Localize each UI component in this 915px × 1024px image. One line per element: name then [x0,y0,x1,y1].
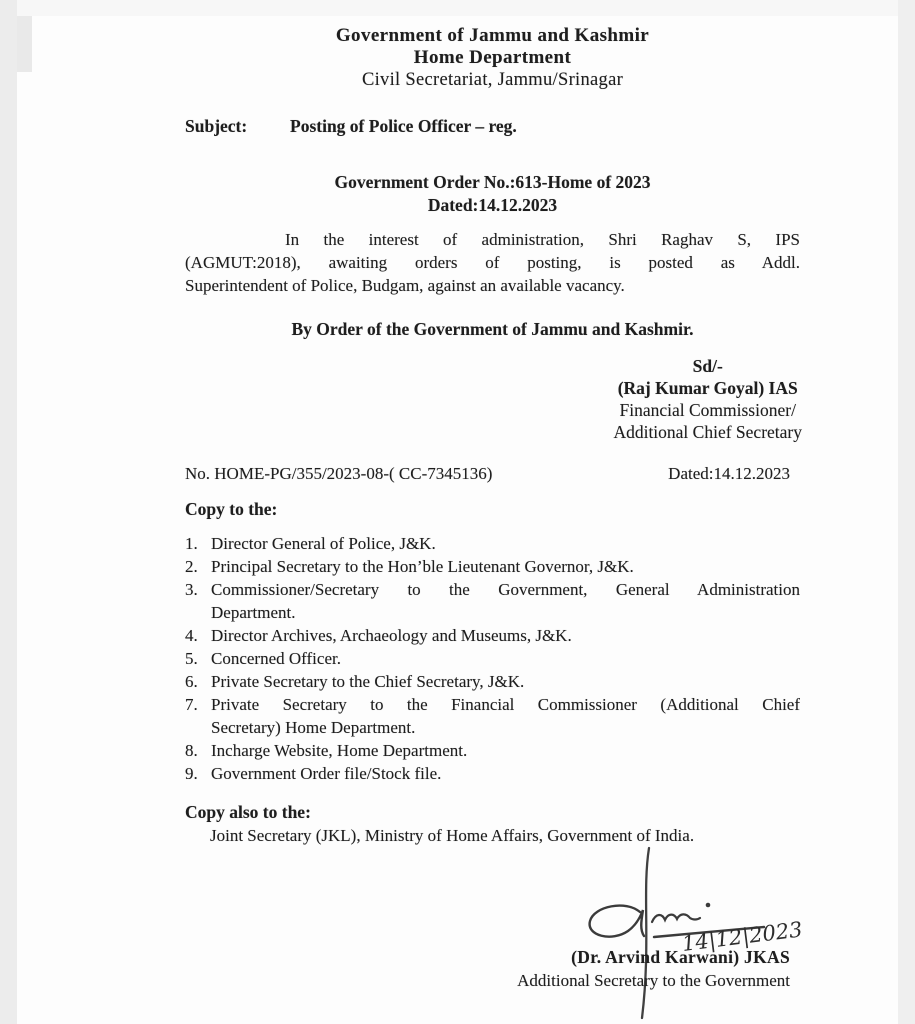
letterhead [185,25,800,91]
order-date-line: Dated:14.12.2023 [427,195,558,215]
subject-label: Subject: [185,116,248,136]
subject-text: Posting of Police Officer – reg. [290,116,517,136]
item-text: Principal Secretary to the Hon’ble Lieutenant Governor, J&K. [211,557,634,576]
list-item [185,693,800,739]
reference-row [185,462,800,485]
item-text: Director General of Police, J&K. [211,534,436,553]
item-number: 9. [185,764,198,783]
subject-row [185,115,800,138]
item-number: 6. [185,672,198,691]
secretariat-line: Civil Secretariat, Jammu/Srinagar [361,70,624,90]
reference-number: No. HOME-PG/355/2023-08-( CC-7345136) [185,464,493,483]
scan-right-edge [898,0,915,1024]
paragraph-line: (AGMUT:2018), awaiting orders of posting, is posted as Addl. [185,253,800,272]
copy-also-section [185,801,800,847]
signatory-title-1: Financial Commissioner/ [619,400,796,420]
copy-list [185,532,800,785]
item-number: 8. [185,741,198,760]
paragraph-line: In the interest of administration, Shri Raghav S, IPS [285,230,800,249]
second-signatory-block [517,946,790,992]
item-text: Secretary) Home Department. [211,718,416,737]
department-title: Home Department [413,47,572,68]
item-number: 1. [185,534,198,553]
copy-also-text: Joint Secretary (JKL), Ministry of Home Affairs, Government of India. [210,826,695,845]
list-item [185,762,800,785]
order-number-line: Government Order No.:613-Home of 2023 [334,172,651,192]
signatory-title-2: Additional Chief Secretary [613,422,802,442]
paragraph-line: Superintendent of Police, Budgam, against an available vacancy. [185,276,625,295]
signatory-block [613,355,802,443]
list-item [185,578,800,624]
item-text: Commissioner/Secretary to the Government, General Administration [211,580,800,599]
second-signatory-name: (Dr. Arvind Karwani) JKAS [571,947,790,967]
item-text: Department. [211,603,296,622]
item-text: Director Archives, Archaeology and Museums, J&K. [211,626,572,645]
item-text: Private Secretary to the Chief Secretary, J&K. [211,672,525,691]
reference-date: Dated:14.12.2023 [668,464,790,483]
sd-line: Sd/- [692,356,723,376]
item-number: 4. [185,626,198,645]
list-item [185,739,800,762]
list-item [185,532,800,555]
handwritten-date: 14|12|2023 [680,917,804,956]
item-text: Government Order file/Stock file. [211,764,442,783]
signature-squiggle [652,914,700,922]
order-body-paragraph [185,228,800,297]
item-text: Concerned Officer. [211,649,341,668]
signature-dot [706,903,711,908]
list-item [185,670,800,693]
list-item [185,647,800,670]
item-number: 3. [185,580,198,599]
list-item [185,555,800,578]
item-number: 5. [185,649,198,668]
copy-also-heading: Copy also to the: [185,802,311,822]
item-text: Private Secretary to the Financial Commissioner (Additional Chief [211,695,800,714]
handwritten-signature [552,844,822,1022]
document-content [185,0,800,847]
item-number: 2. [185,557,198,576]
government-title: Government of Jammu and Kashmir [335,25,650,46]
item-text: Incharge Website, Home Department. [211,741,468,760]
by-order-line: By Order of the Government of Jammu and Kashmir. [291,319,694,339]
scan-left-edge [0,0,17,1024]
signature-loop [590,906,644,937]
list-item [185,624,800,647]
second-signatory-title: Additional Secretary to the Government [517,971,790,990]
signatory-name: (Raj Kumar Goyal) IAS [617,378,798,398]
order-number-block [185,171,800,217]
item-number: 7. [185,695,198,714]
copy-to-heading: Copy to the: [185,499,278,519]
